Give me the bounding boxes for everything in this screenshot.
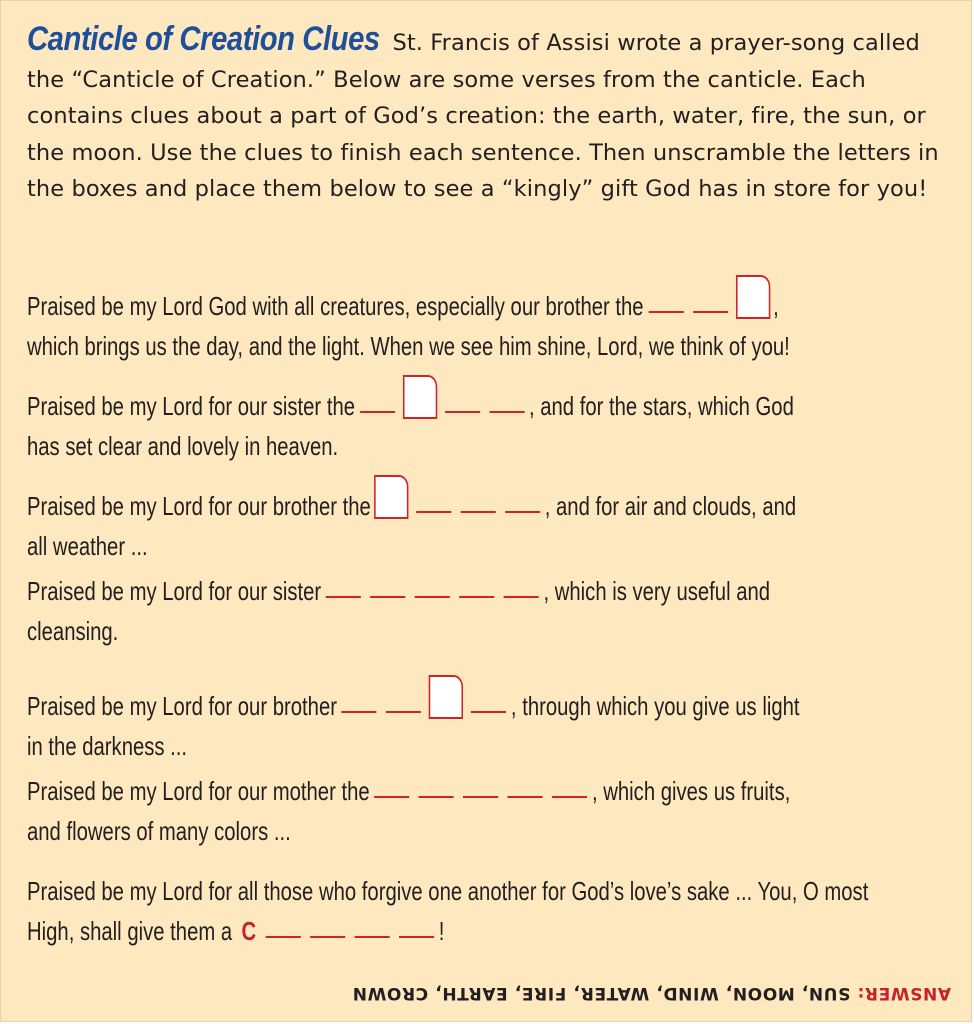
answer-blank[interactable]: [310, 936, 345, 938]
answer-blank[interactable]: [459, 596, 494, 598]
answer-blank[interactable]: [552, 796, 587, 798]
answer-blank[interactable]: [461, 511, 496, 513]
letter-box[interactable]: [374, 475, 408, 519]
answer-blank[interactable]: [505, 511, 540, 513]
verse-earth: [27, 771, 957, 851]
answer-blank[interactable]: [415, 596, 450, 598]
answer-blank[interactable]: [419, 796, 454, 798]
verse-moon: [27, 371, 957, 466]
verse-line: and flowers of many colors ...: [27, 816, 291, 846]
verse-line: Praised be my Lord for our sister the , and for the stars, which God: [27, 371, 794, 426]
verse-fire: [27, 671, 957, 766]
verse-line: in the darkness ...: [27, 731, 188, 761]
answer-blank[interactable]: [508, 796, 543, 798]
answer-blank[interactable]: [374, 796, 409, 798]
intro-paragraph: [27, 21, 955, 208]
verse-line: which brings us the day, and the light. When we see him shine, Lord, we think of you!: [27, 331, 790, 361]
verse-line: High, shall give them a C !: [27, 916, 445, 946]
answer-blank[interactable]: [416, 511, 451, 513]
verse-wind: [27, 471, 957, 566]
answer-blank[interactable]: [648, 311, 683, 313]
verse-water: [27, 571, 957, 651]
answer-label: ANSWER:: [856, 983, 951, 1003]
verse-line: Praised be my Lord for our sister , which is very useful and: [27, 576, 771, 606]
given-letter: C: [241, 916, 257, 946]
answer-blank[interactable]: [326, 596, 361, 598]
page-title: Canticle of Creation Clues: [27, 20, 380, 58]
answer-blank[interactable]: [360, 411, 395, 413]
letter-box[interactable]: [429, 675, 463, 719]
answer-blank[interactable]: [386, 711, 421, 713]
verse-line: Praised be my Lord for all those who forgive one another for God’s love’s sake ... You, O most: [27, 876, 869, 906]
answer-key: [291, 983, 951, 1003]
letter-box[interactable]: [736, 275, 770, 319]
answer-blank[interactable]: [399, 936, 434, 938]
intro-text: St. Francis of Assisi wrote a prayer-song called the “Canticle of Creation.” Below are some verses from the canticle. Each contains clues about a part of God’s creation: the earth, water, fire, the sun, or the moon. Use the clues to finish each sentence. Then unscramble the letters in the boxes and place them below to see a “kingly” gift God has in store for you!: [27, 30, 939, 202]
verse-line: all weather ...: [27, 531, 148, 561]
answer-blank[interactable]: [445, 411, 480, 413]
verse-line: Praised be my Lord for our brother , through which you give us light: [27, 671, 800, 726]
answer-blank[interactable]: [693, 311, 728, 313]
answer-blank[interactable]: [342, 711, 377, 713]
answer-blank[interactable]: [471, 711, 506, 713]
answer-blank[interactable]: [354, 936, 389, 938]
verse-line: has set clear and lovely in heaven.: [27, 431, 339, 461]
verse-crown: [27, 871, 957, 951]
answer-blank[interactable]: [463, 796, 498, 798]
answer-blank[interactable]: [370, 596, 405, 598]
verse-line: cleansing.: [27, 616, 119, 646]
answer-blank[interactable]: [266, 936, 301, 938]
verse-sun: [27, 271, 957, 366]
verse-line: Praised be my Lord for our mother the , which gives us fruits,: [27, 776, 791, 806]
answer-blank[interactable]: [504, 596, 539, 598]
answer-text: SUN, MOON, WIND, WATER, FIRE, EARTH, CROWN: [352, 983, 851, 1003]
letter-box[interactable]: [403, 375, 437, 419]
verse-line: Praised be my Lord for our brother the , and for air and clouds, and: [27, 471, 796, 526]
answer-blank[interactable]: [489, 411, 524, 413]
verse-line: Praised be my Lord God with all creatures, especially our brother the ,: [27, 271, 779, 326]
